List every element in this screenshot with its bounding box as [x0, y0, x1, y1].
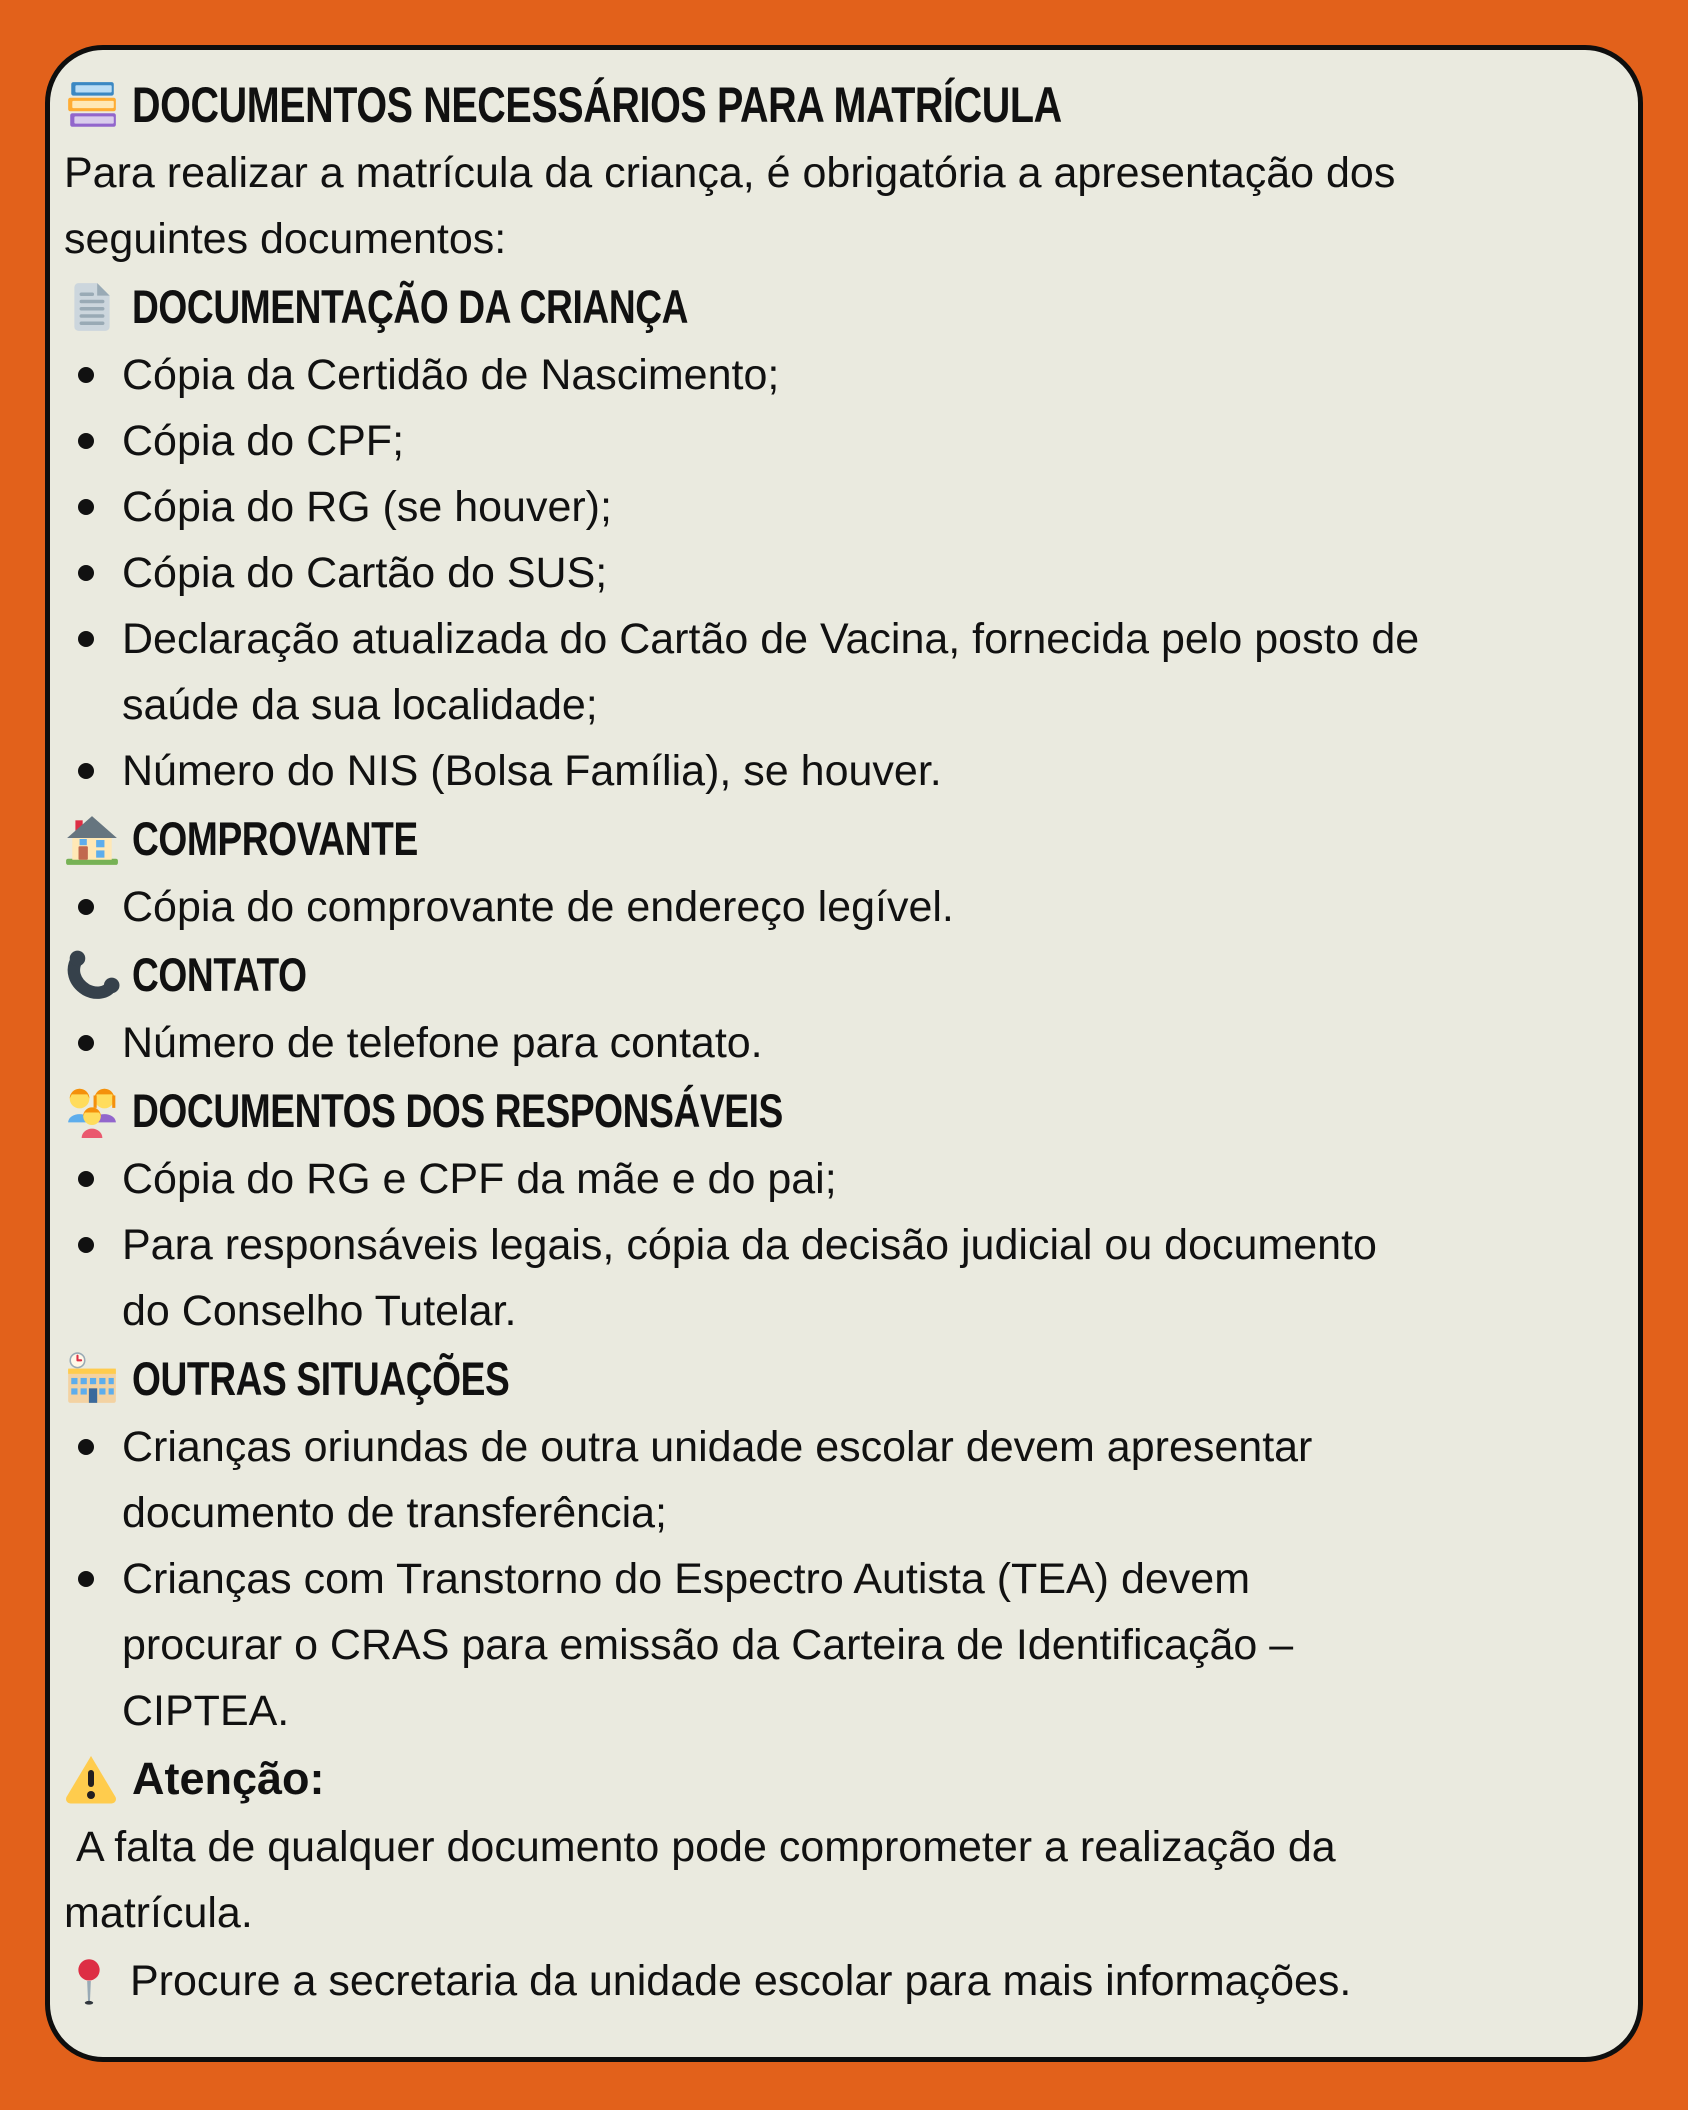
outras-situacoes-list: [64, 1414, 1614, 1744]
document-card: [45, 45, 1643, 2062]
page-title: DOCUMENTOS NECESSÁRIOS PARA MATRÍCULA: [132, 77, 1062, 133]
school-icon: [64, 1351, 120, 1407]
list-item: Cópia do RG (se houver);: [76, 474, 1522, 540]
list-item: Cópia do CPF;: [76, 408, 1522, 474]
phone-icon: [64, 947, 120, 1003]
list-item: Cópia do Cartão do SUS;: [76, 540, 1522, 606]
section-title-documentacao-crianca: [64, 272, 1614, 342]
list-item: Para responsáveis legais, cópia da decisão judicial ou documento do Conselho Tutelar.: [76, 1212, 1422, 1344]
section-title-documentos-responsaveis: [64, 1076, 1614, 1146]
footer-text: Procure a secretaria da unidade escolar para mais informações.: [130, 1957, 1352, 2005]
footer-row: [64, 1946, 1614, 2016]
list-item: Número do NIS (Bolsa Família), se houver.: [76, 738, 1522, 804]
comprovante-list: [64, 874, 1614, 940]
section-title: CONTATO: [132, 948, 307, 1001]
section-title-contato: [64, 940, 1614, 1010]
section-title: COMPROVANTE: [132, 812, 418, 865]
documentacao-crianca-list: [64, 342, 1614, 804]
attention-label: Atenção:: [132, 1753, 325, 1804]
attention-heading-row: [64, 1744, 1614, 1814]
section-title: OUTRAS SITUAÇÕES: [132, 1352, 510, 1405]
section-title: DOCUMENTOS DOS RESPONSÁVEIS: [132, 1084, 783, 1137]
section-title-outras-situacoes: [64, 1344, 1614, 1414]
books-icon: [64, 77, 120, 133]
list-item: Cópia da Certidão de Nascimento;: [76, 342, 1522, 408]
attention-text: A falta de qualquer documento pode comprometer a realização da matrícula.: [64, 1823, 1348, 1937]
list-item: Crianças com Transtorno do Espectro Autista (TEA) devem procurar o CRAS para emissão da Carteira de Identificação – CIPTEA.: [76, 1546, 1422, 1744]
section-title-comprovante: [64, 804, 1614, 874]
documentos-responsaveis-list: [64, 1146, 1614, 1344]
section-title: DOCUMENTAÇÃO DA CRIANÇA: [132, 280, 689, 333]
document-icon: [64, 279, 120, 335]
list-item: Crianças oriundas de outra unidade escolar devem apresentar documento de transferência;: [76, 1414, 1522, 1546]
list-item: Declaração atualizada do Cartão de Vacina, fornecida pelo posto de saúde da sua localidade;: [76, 606, 1522, 738]
intro-paragraph: Para realizar a matrícula da criança, é obrigatória a apresentação dos seguintes documentos:: [64, 149, 1396, 263]
warning-icon: [64, 1752, 118, 1806]
house-icon: [64, 811, 120, 867]
family-icon: [64, 1083, 120, 1139]
contato-list: [64, 1010, 1614, 1076]
pushpin-icon: [64, 1954, 114, 2008]
main-title-row: [64, 70, 1614, 140]
list-item: Número de telefone para contato.: [76, 1010, 1522, 1076]
list-item: Cópia do comprovante de endereço legível.: [76, 874, 1522, 940]
list-item: Cópia do RG e CPF da mãe e do pai;: [76, 1146, 1522, 1212]
